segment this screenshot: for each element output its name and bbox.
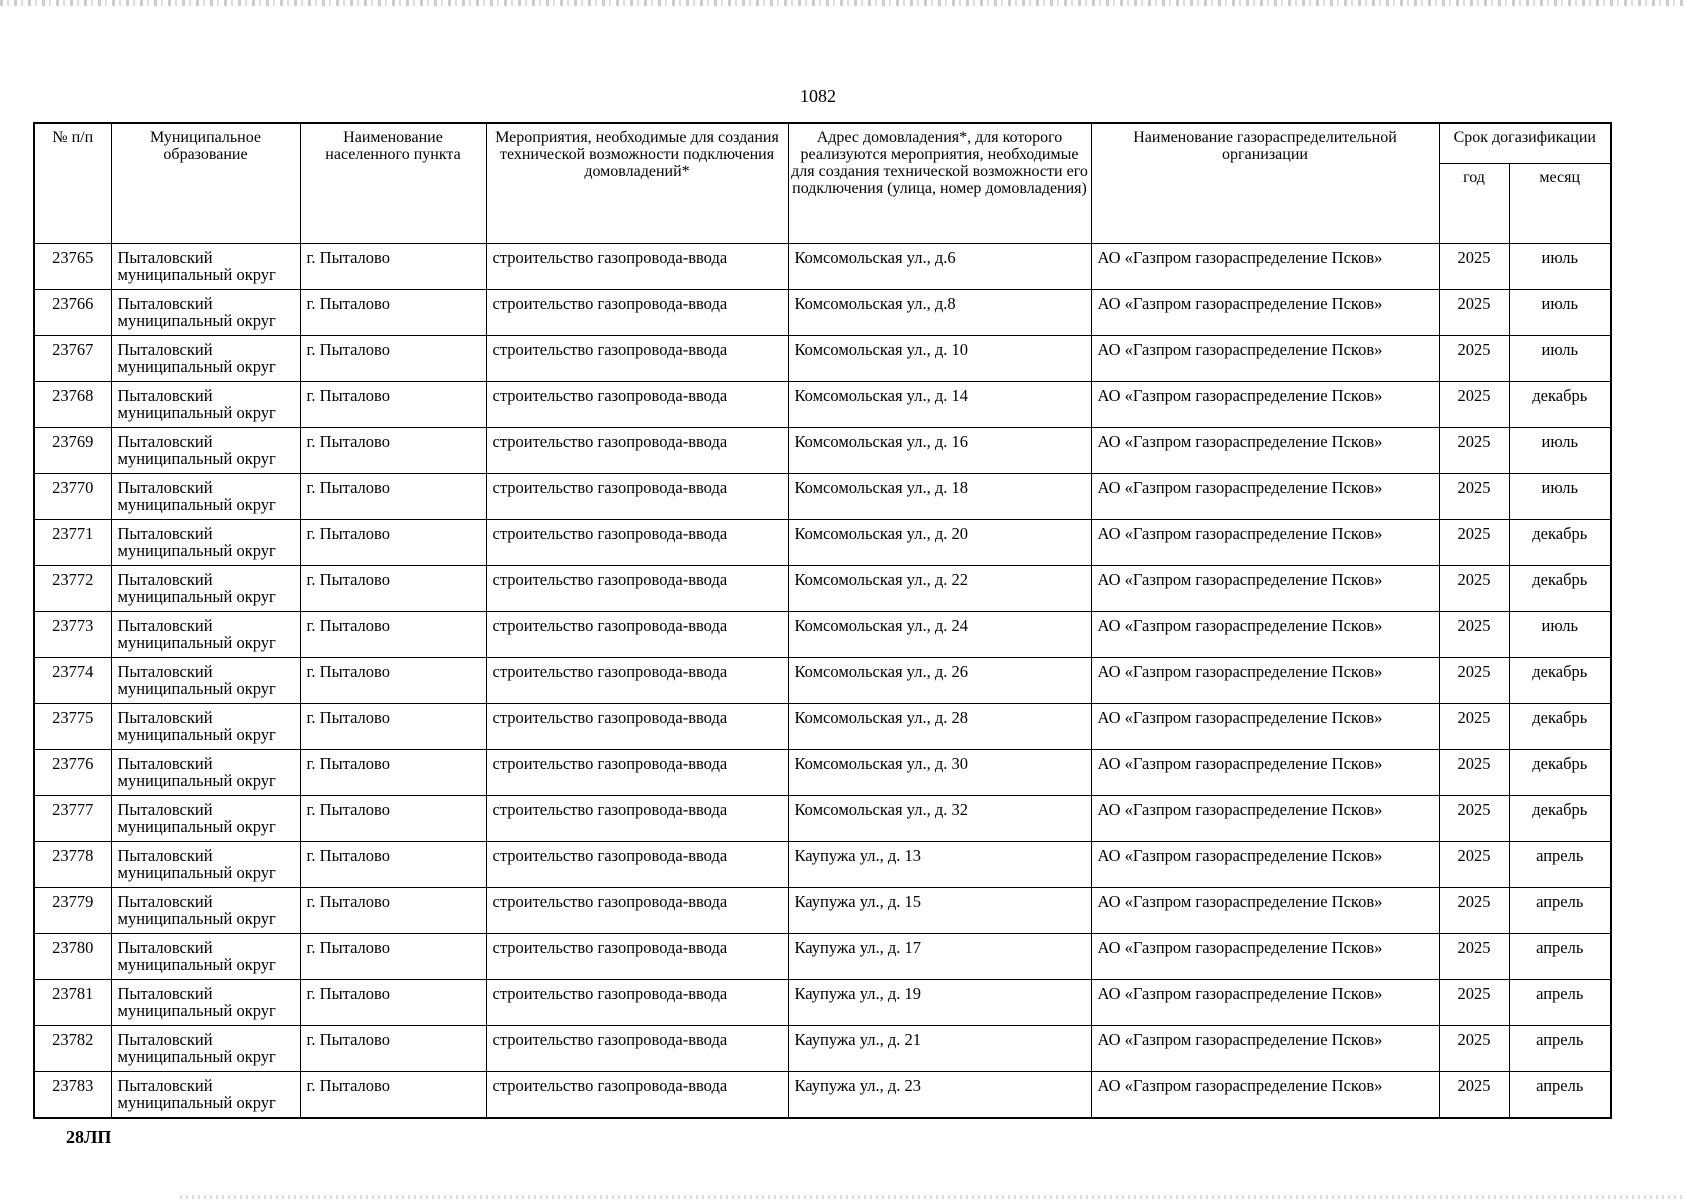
- cell-address: Каупужа ул., д. 13: [788, 842, 1091, 888]
- cell-measure: строительство газопровода-ввода: [486, 382, 788, 428]
- cell-address: Каупужа ул., д. 17: [788, 934, 1091, 980]
- table-row: [34, 244, 1611, 290]
- header-measures: Мероприятия, необходимые для создания технической возможности подключения домовладений*: [486, 123, 788, 244]
- cell-organization: АО «Газпром газораспределение Псков»: [1091, 612, 1439, 658]
- cell-num: 23770: [34, 474, 111, 520]
- cell-locality: г. Пыталово: [300, 520, 486, 566]
- cell-measure: строительство газопровода-ввода: [486, 566, 788, 612]
- cell-month: июль: [1509, 290, 1611, 336]
- page-number: 1082: [800, 86, 836, 106]
- cell-num: 23771: [34, 520, 111, 566]
- cell-year: 2025: [1439, 888, 1509, 934]
- cell-address: Комсомольская ул., д. 30: [788, 750, 1091, 796]
- cell-municipality: Пыталовский муниципальный округ: [111, 658, 300, 704]
- cell-year: 2025: [1439, 474, 1509, 520]
- table-row: [34, 612, 1611, 658]
- cell-year: 2025: [1439, 658, 1509, 704]
- cell-address: Комсомольская ул., д.6: [788, 244, 1091, 290]
- cell-measure: строительство газопровода-ввода: [486, 290, 788, 336]
- cell-year: 2025: [1439, 382, 1509, 428]
- cell-locality: г. Пыталово: [300, 704, 486, 750]
- cell-locality: г. Пыталово: [300, 290, 486, 336]
- cell-year: 2025: [1439, 566, 1509, 612]
- cell-num: 23778: [34, 842, 111, 888]
- cell-municipality: Пыталовский муниципальный округ: [111, 244, 300, 290]
- cell-locality: г. Пыталово: [300, 1072, 486, 1119]
- cell-num: 23774: [34, 658, 111, 704]
- cell-locality: г. Пыталово: [300, 842, 486, 888]
- cell-month: июль: [1509, 474, 1611, 520]
- cell-measure: строительство газопровода-ввода: [486, 796, 788, 842]
- cell-organization: АО «Газпром газораспределение Псков»: [1091, 520, 1439, 566]
- cell-num: 23765: [34, 244, 111, 290]
- cell-num: 23772: [34, 566, 111, 612]
- cell-organization: АО «Газпром газораспределение Псков»: [1091, 1026, 1439, 1072]
- header-address: Адрес домовладения*, для которого реализуются мероприятия, необходимые для создания технической возможности его подключения (улица, номер домовладения): [788, 123, 1091, 244]
- cell-year: 2025: [1439, 796, 1509, 842]
- cell-organization: АО «Газпром газораспределение Псков»: [1091, 796, 1439, 842]
- scan-edge-top: [0, 0, 1686, 6]
- header-municipality: Муниципальное образование: [111, 123, 300, 244]
- header-year: год: [1439, 164, 1509, 244]
- cell-municipality: Пыталовский муниципальный округ: [111, 980, 300, 1026]
- cell-address: Комсомольская ул., д. 28: [788, 704, 1091, 750]
- cell-year: 2025: [1439, 934, 1509, 980]
- cell-month: июль: [1509, 244, 1611, 290]
- table-row: [34, 1072, 1611, 1119]
- cell-municipality: Пыталовский муниципальный округ: [111, 1026, 300, 1072]
- cell-municipality: Пыталовский муниципальный округ: [111, 428, 300, 474]
- cell-organization: АО «Газпром газораспределение Псков»: [1091, 244, 1439, 290]
- cell-month: декабрь: [1509, 566, 1611, 612]
- cell-locality: г. Пыталово: [300, 1026, 486, 1072]
- header-organization: Наименование газораспределительной организации: [1091, 123, 1439, 244]
- header-term: Срок догазификации: [1439, 123, 1611, 164]
- cell-num: 23775: [34, 704, 111, 750]
- cell-address: Каупужа ул., д. 23: [788, 1072, 1091, 1119]
- cell-locality: г. Пыталово: [300, 750, 486, 796]
- cell-month: апрель: [1509, 934, 1611, 980]
- cell-organization: АО «Газпром газораспределение Псков»: [1091, 888, 1439, 934]
- cell-year: 2025: [1439, 980, 1509, 1026]
- cell-month: декабрь: [1509, 750, 1611, 796]
- cell-municipality: Пыталовский муниципальный округ: [111, 520, 300, 566]
- table-row: [34, 1026, 1611, 1072]
- gasification-table: [33, 122, 1612, 1119]
- cell-year: 2025: [1439, 520, 1509, 566]
- cell-address: Комсомольская ул., д. 32: [788, 796, 1091, 842]
- cell-year: 2025: [1439, 244, 1509, 290]
- table-row: [34, 888, 1611, 934]
- cell-municipality: Пыталовский муниципальный округ: [111, 382, 300, 428]
- cell-num: 23766: [34, 290, 111, 336]
- cell-num: 23781: [34, 980, 111, 1026]
- cell-address: Комсомольская ул., д. 24: [788, 612, 1091, 658]
- cell-measure: строительство газопровода-ввода: [486, 1072, 788, 1119]
- cell-measure: строительство газопровода-ввода: [486, 704, 788, 750]
- table-row: [34, 658, 1611, 704]
- cell-month: апрель: [1509, 842, 1611, 888]
- cell-organization: АО «Газпром газораспределение Псков»: [1091, 474, 1439, 520]
- cell-municipality: Пыталовский муниципальный округ: [111, 842, 300, 888]
- cell-locality: г. Пыталово: [300, 796, 486, 842]
- cell-year: 2025: [1439, 336, 1509, 382]
- cell-organization: АО «Газпром газораспределение Псков»: [1091, 842, 1439, 888]
- cell-organization: АО «Газпром газораспределение Псков»: [1091, 658, 1439, 704]
- cell-municipality: Пыталовский муниципальный округ: [111, 612, 300, 658]
- cell-measure: строительство газопровода-ввода: [486, 428, 788, 474]
- cell-num: 23767: [34, 336, 111, 382]
- cell-year: 2025: [1439, 750, 1509, 796]
- table-row: [34, 520, 1611, 566]
- cell-measure: строительство газопровода-ввода: [486, 842, 788, 888]
- cell-address: Комсомольская ул., д. 20: [788, 520, 1091, 566]
- cell-year: 2025: [1439, 1072, 1509, 1119]
- cell-month: декабрь: [1509, 520, 1611, 566]
- cell-measure: строительство газопровода-ввода: [486, 336, 788, 382]
- table-header: [34, 123, 1611, 244]
- cell-organization: АО «Газпром газораспределение Псков»: [1091, 750, 1439, 796]
- cell-month: декабрь: [1509, 658, 1611, 704]
- table-row: [34, 382, 1611, 428]
- cell-organization: АО «Газпром газораспределение Псков»: [1091, 566, 1439, 612]
- cell-month: декабрь: [1509, 704, 1611, 750]
- cell-year: 2025: [1439, 290, 1509, 336]
- cell-num: 23780: [34, 934, 111, 980]
- table-row: [34, 474, 1611, 520]
- cell-municipality: Пыталовский муниципальный округ: [111, 336, 300, 382]
- cell-month: апрель: [1509, 1026, 1611, 1072]
- cell-organization: АО «Газпром газораспределение Псков»: [1091, 382, 1439, 428]
- cell-year: 2025: [1439, 842, 1509, 888]
- table-row: [34, 796, 1611, 842]
- cell-measure: строительство газопровода-ввода: [486, 244, 788, 290]
- cell-municipality: Пыталовский муниципальный округ: [111, 1072, 300, 1119]
- cell-year: 2025: [1439, 1026, 1509, 1072]
- cell-month: апрель: [1509, 1072, 1611, 1119]
- cell-address: Комсомольская ул., д. 10: [788, 336, 1091, 382]
- cell-year: 2025: [1439, 612, 1509, 658]
- cell-address: Каупужа ул., д. 15: [788, 888, 1091, 934]
- table-row: [34, 704, 1611, 750]
- cell-locality: г. Пыталово: [300, 566, 486, 612]
- cell-num: 23769: [34, 428, 111, 474]
- cell-organization: АО «Газпром газораспределение Псков»: [1091, 934, 1439, 980]
- cell-locality: г. Пыталово: [300, 336, 486, 382]
- cell-municipality: Пыталовский муниципальный округ: [111, 474, 300, 520]
- cell-address: Комсомольская ул., д. 16: [788, 428, 1091, 474]
- cell-organization: АО «Газпром газораспределение Псков»: [1091, 980, 1439, 1026]
- table-row: [34, 566, 1611, 612]
- cell-municipality: Пыталовский муниципальный округ: [111, 750, 300, 796]
- cell-num: 23779: [34, 888, 111, 934]
- cell-month: июль: [1509, 336, 1611, 382]
- cell-measure: строительство газопровода-ввода: [486, 520, 788, 566]
- cell-num: 23773: [34, 612, 111, 658]
- cell-locality: г. Пыталово: [300, 888, 486, 934]
- cell-organization: АО «Газпром газораспределение Псков»: [1091, 290, 1439, 336]
- cell-num: 23782: [34, 1026, 111, 1072]
- cell-num: 23768: [34, 382, 111, 428]
- cell-address: Комсомольская ул., д. 14: [788, 382, 1091, 428]
- cell-month: декабрь: [1509, 382, 1611, 428]
- cell-municipality: Пыталовский муниципальный округ: [111, 704, 300, 750]
- cell-organization: АО «Газпром газораспределение Псков»: [1091, 1072, 1439, 1119]
- cell-month: апрель: [1509, 888, 1611, 934]
- cell-month: апрель: [1509, 980, 1611, 1026]
- cell-measure: строительство газопровода-ввода: [486, 750, 788, 796]
- cell-municipality: Пыталовский муниципальный округ: [111, 888, 300, 934]
- scan-edge-bottom: [180, 1195, 1686, 1199]
- cell-address: Комсомольская ул., д. 22: [788, 566, 1091, 612]
- cell-address: Каупужа ул., д. 19: [788, 980, 1091, 1026]
- cell-organization: АО «Газпром газораспределение Псков»: [1091, 704, 1439, 750]
- cell-measure: строительство газопровода-ввода: [486, 658, 788, 704]
- table-row: [34, 980, 1611, 1026]
- header-locality: Наименование населенного пункта: [300, 123, 486, 244]
- table-row: [34, 934, 1611, 980]
- cell-address: Комсомольская ул., д.8: [788, 290, 1091, 336]
- cell-measure: строительство газопровода-ввода: [486, 888, 788, 934]
- table-row: [34, 750, 1611, 796]
- cell-num: 23776: [34, 750, 111, 796]
- cell-municipality: Пыталовский муниципальный округ: [111, 796, 300, 842]
- cell-organization: АО «Газпром газораспределение Псков»: [1091, 336, 1439, 382]
- cell-month: июль: [1509, 612, 1611, 658]
- cell-locality: г. Пыталово: [300, 382, 486, 428]
- cell-locality: г. Пыталово: [300, 244, 486, 290]
- table-row: [34, 336, 1611, 382]
- cell-locality: г. Пыталово: [300, 474, 486, 520]
- cell-locality: г. Пыталово: [300, 980, 486, 1026]
- header-num: № п/п: [34, 123, 111, 244]
- table-body: [34, 244, 1611, 1119]
- header-month: месяц: [1509, 164, 1611, 244]
- cell-month: декабрь: [1509, 796, 1611, 842]
- cell-address: Комсомольская ул., д. 26: [788, 658, 1091, 704]
- cell-measure: строительство газопровода-ввода: [486, 934, 788, 980]
- cell-address: Каупужа ул., д. 21: [788, 1026, 1091, 1072]
- cell-month: июль: [1509, 428, 1611, 474]
- cell-locality: г. Пыталово: [300, 612, 486, 658]
- cell-locality: г. Пыталово: [300, 658, 486, 704]
- cell-year: 2025: [1439, 704, 1509, 750]
- cell-municipality: Пыталовский муниципальный округ: [111, 290, 300, 336]
- cell-num: 23783: [34, 1072, 111, 1119]
- cell-measure: строительство газопровода-ввода: [486, 612, 788, 658]
- cell-organization: АО «Газпром газораспределение Псков»: [1091, 428, 1439, 474]
- table-row: [34, 842, 1611, 888]
- table-row: [34, 428, 1611, 474]
- cell-municipality: Пыталовский муниципальный округ: [111, 934, 300, 980]
- cell-measure: строительство газопровода-ввода: [486, 980, 788, 1026]
- table-row: [34, 290, 1611, 336]
- cell-address: Комсомольская ул., д. 18: [788, 474, 1091, 520]
- cell-measure: строительство газопровода-ввода: [486, 1026, 788, 1072]
- cell-year: 2025: [1439, 428, 1509, 474]
- cell-municipality: Пыталовский муниципальный округ: [111, 566, 300, 612]
- cell-measure: строительство газопровода-ввода: [486, 474, 788, 520]
- cell-num: 23777: [34, 796, 111, 842]
- cell-locality: г. Пыталово: [300, 428, 486, 474]
- cell-locality: г. Пыталово: [300, 934, 486, 980]
- footer-code: 28ЛП: [66, 1127, 112, 1147]
